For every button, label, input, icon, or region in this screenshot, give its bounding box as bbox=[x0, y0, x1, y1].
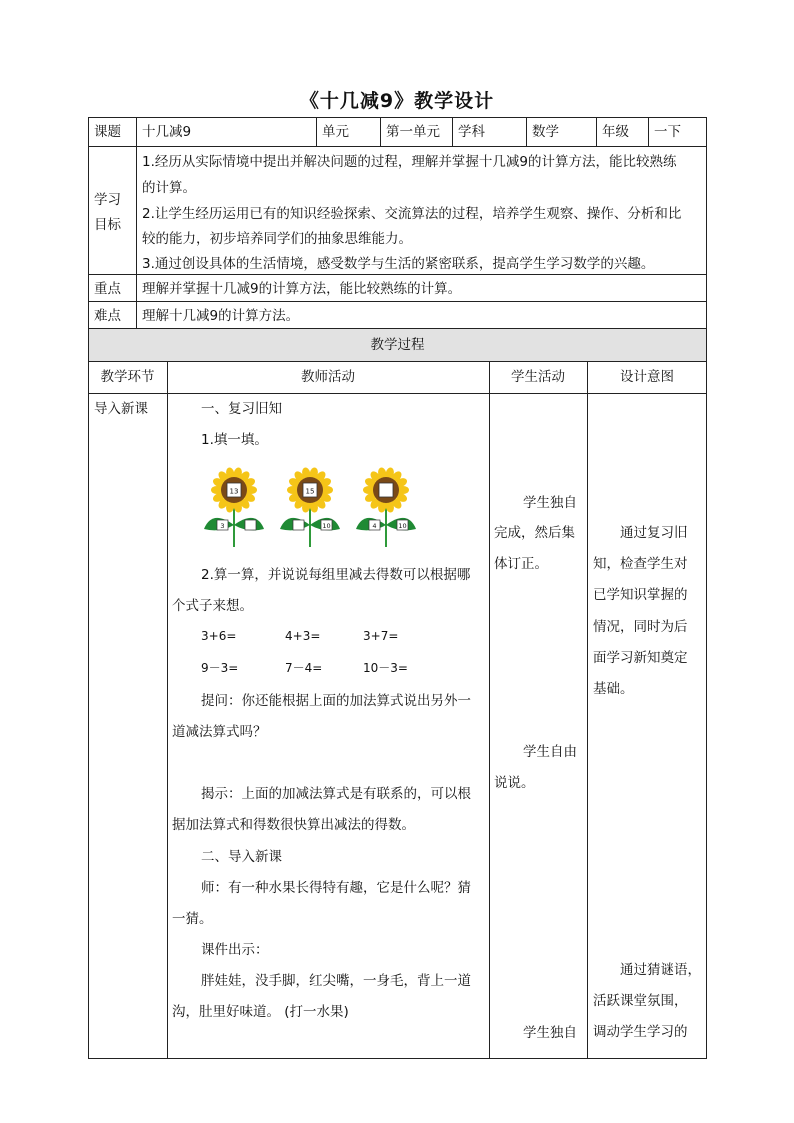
objectives-label-line2: 目标 bbox=[94, 217, 121, 233]
student-line-3-1: 学生独自 bbox=[523, 1025, 577, 1041]
teacher-line-riddle-2: 一猜。 bbox=[172, 911, 213, 927]
sunflower-svg bbox=[200, 465, 440, 550]
student-line-1-2: 完成，然后集 bbox=[494, 525, 575, 541]
sunflower-3 bbox=[356, 467, 416, 547]
objective-line-3: 2.让学生经历运用已有的知识经验探索、交流算法的过程，培养学生观察、操作、分析和比 bbox=[142, 206, 682, 222]
col-header-stage: 教学环节 bbox=[100, 369, 155, 385]
equation-1-2: 4+3= bbox=[285, 629, 321, 643]
objective-line-1: 1.经历从实际情境中提出并解决问题的过程，理解并掌握十几减9的计算方法，能比较熟练 bbox=[142, 154, 677, 170]
teacher-line-compute-1: 2.算一算，并说说每组里减去得数可以根据哪 bbox=[201, 567, 471, 583]
document-title: 《十几减9》教学设计 bbox=[299, 90, 495, 112]
intent-line-1-6: 基础。 bbox=[593, 681, 634, 697]
teacher-line-riddle-text-2: 沟，肚里好味道。 (打一水果) bbox=[172, 1004, 349, 1020]
equation-2-3: 10－3= bbox=[363, 661, 408, 675]
key-point-label: 重点 bbox=[94, 281, 121, 297]
intent-line-2-2: 活跃课堂氛围， bbox=[593, 993, 688, 1009]
sunflower-2 bbox=[280, 467, 340, 547]
subject-label: 学科 bbox=[458, 124, 485, 140]
teacher-line-intro-heading: 二、导入新课 bbox=[201, 849, 282, 865]
intent-line-2-3: 调动学生学习的 bbox=[593, 1024, 688, 1040]
teacher-line-show: 课件出示： bbox=[201, 942, 269, 958]
student-line-1-3: 体订正。 bbox=[494, 556, 548, 572]
sunflower-right-number: 10 bbox=[322, 522, 331, 530]
teacher-line-fill: 1.填一填。 bbox=[201, 432, 268, 448]
intent-line-1-3: 已学知识掌握的 bbox=[593, 587, 688, 603]
intent-line-2-1: 通过猜谜语， bbox=[620, 962, 701, 978]
objective-line-4: 较的能力，初步培养同学们的抽象思维能力。 bbox=[142, 231, 412, 247]
intent-line-1-2: 知，检查学生对 bbox=[593, 556, 688, 572]
student-line-2-1: 学生自由 bbox=[523, 744, 577, 760]
unit-label: 单元 bbox=[322, 124, 349, 140]
course-value: 十几减9 bbox=[142, 124, 192, 140]
teacher-line-riddle-1: 师：有一种水果长得特有趣，它是什么呢？猜 bbox=[201, 880, 471, 896]
teacher-line-review-heading: 一、复习旧知 bbox=[201, 401, 282, 417]
student-line-2-2: 说说。 bbox=[494, 775, 535, 791]
intent-line-1-4: 情况，同时为后 bbox=[593, 619, 688, 635]
course-label: 课题 bbox=[94, 124, 121, 140]
col-header-student: 学生活动 bbox=[511, 369, 565, 385]
equation-2-2: 7－4= bbox=[285, 661, 323, 675]
sunflower-center-number: 15 bbox=[305, 487, 315, 496]
col-header-intent: 设计意图 bbox=[620, 369, 674, 385]
objectives-label-line1: 学习 bbox=[94, 192, 121, 208]
sunflower-center-number: 13 bbox=[229, 487, 239, 496]
teacher-line-reveal-2: 据加法算式和得数很快算出减法的得数。 bbox=[172, 817, 415, 833]
objective-line-2: 的计算。 bbox=[142, 180, 196, 196]
teacher-line-question-2: 道减法算式吗？ bbox=[172, 724, 267, 740]
intent-line-1-5: 面学习新知奠定 bbox=[593, 650, 688, 666]
stage-label: 导入新课 bbox=[94, 401, 148, 417]
key-point-value: 理解并掌握十几减9的计算方法，能比较熟练的计算。 bbox=[142, 281, 462, 297]
student-line-1-1: 学生独自 bbox=[523, 495, 577, 511]
col-header-teacher: 教师活动 bbox=[301, 369, 355, 385]
teacher-line-question-1: 提问：你还能根据上面的加法算式说出另外一 bbox=[201, 693, 471, 709]
sunflower-1 bbox=[204, 467, 264, 547]
process-header: 教学过程 bbox=[370, 337, 425, 353]
unit-value: 第一单元 bbox=[386, 124, 440, 140]
grade-value: 一下 bbox=[654, 124, 681, 140]
sunflower-right-number: 10 bbox=[398, 522, 407, 530]
intent-line-1-1: 通过复习旧 bbox=[620, 525, 688, 541]
equation-1-3: 3+7= bbox=[363, 629, 399, 643]
teacher-line-compute-2: 个式子来想。 bbox=[172, 598, 253, 614]
teacher-line-riddle-text-1: 胖娃娃，没手脚，红尖嘴，一身毛，背上一道 bbox=[201, 973, 471, 989]
equation-2-1: 9－3= bbox=[201, 661, 239, 675]
grade-label: 年级 bbox=[602, 124, 629, 140]
equation-1-1: 3+6= bbox=[201, 629, 237, 643]
sunflower-figures bbox=[200, 465, 440, 550]
teacher-line-reveal-1: 揭示：上面的加减法算式是有联系的，可以根 bbox=[201, 786, 471, 802]
sunflower-left-number: 4 bbox=[372, 522, 377, 530]
objective-line-5: 3.通过创设具体的生活情境，感受数学与生活的紧密联系，提高学生学习数学的兴趣。 bbox=[142, 256, 655, 272]
sunflower-left-number: 3 bbox=[220, 522, 225, 530]
difficulty-value: 理解十几减9的计算方法。 bbox=[142, 308, 300, 324]
subject-value: 数学 bbox=[532, 124, 559, 140]
difficulty-label: 难点 bbox=[94, 308, 121, 324]
